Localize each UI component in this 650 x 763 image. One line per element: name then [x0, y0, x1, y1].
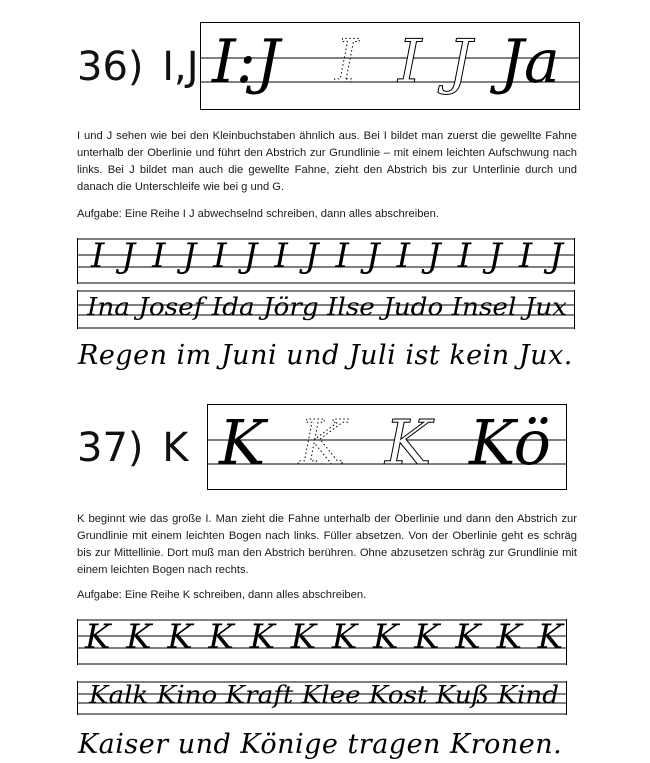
lesson-37-example-lines — [207, 404, 567, 490]
example-glyph-k-dotted: K — [299, 406, 346, 479]
example-glyph-j-outline: J — [448, 27, 473, 97]
example-glyph-i-outline: I — [398, 27, 422, 97]
lesson-36-task: Aufgabe: Eine Reihe I J abwechselnd schreiben, dann alles abschreiben. — [77, 208, 439, 220]
lesson-37-number: 37) — [77, 425, 144, 471]
example-glyph-i-dotted: I — [335, 27, 359, 97]
lesson-36-example-lines — [200, 22, 580, 110]
lesson-37-paragraph: K beginnt wie das große I. Man zieht die Fahne unterhalb der Oberlinie und dann den Abstrich zur Grundlinie mit einem leichten Bogen nach links. Füller absetzen. Von der Oberlinie geht es schräg bis zur Mittellinie. Dort muß man den Abstrich berühren. Ohne abzusetzen schräg zur Grundlinie mit einem leichten Bogen nach rechts. — [77, 513, 577, 576]
lesson-36-heading — [77, 44, 199, 90]
lesson-37-sentence: Kaiser und Könige tragen Kronen. — [78, 729, 563, 760]
practice-letters: I J I J I J I J I J I J I J I J — [91, 238, 563, 276]
lesson-36-sentence: Regen im Juni und Juli ist kein Jux. — [78, 340, 573, 371]
lesson-36-practice-row — [77, 238, 575, 284]
lesson-36-paragraph: I und J sehen wie bei den Kleinbuchstaben ähnlich aus. Bei I bildet man zuerst die gewellte Fahne unterhalb der Oberlinie und führt den Abstrich zur Grundlinie – mit einem leichten Aufschwung nach links. Bei J bildet man auch die gewellte Fahne, zieht den Abstrich bis zur Unterlinie durch und danach die Unterschleife wie bei g und G. — [77, 130, 577, 193]
example-glyph-k-outline: K — [385, 406, 432, 479]
lesson-36-number: 36) — [77, 44, 144, 90]
example-glyph-ja: Ja — [500, 27, 560, 97]
example-glyph-koe: Kö — [469, 406, 551, 479]
lesson-37-task: Aufgabe: Eine Reihe K schreiben, dann alles abschreiben. — [77, 589, 367, 601]
lesson-37-heading — [77, 425, 188, 471]
lesson-36-letters: I,J — [162, 44, 199, 90]
practice-words-k: Kalk Kino Kraft Klee Kost Kuß Kind — [87, 681, 560, 709]
lesson-37-letters: K — [162, 425, 189, 471]
lesson-37-practice-row — [77, 619, 567, 665]
lesson-36-words-row — [77, 290, 575, 330]
lesson-37-words-row — [77, 681, 567, 715]
practice-letters-k: K K K K K K K K K K K K — [85, 619, 563, 657]
practice-words: Ina Josef Ida Jörg Ilse Judo Insel Jux — [85, 293, 568, 321]
example-glyph-k: K — [219, 406, 266, 479]
example-glyph-ij: I:J — [212, 27, 280, 97]
